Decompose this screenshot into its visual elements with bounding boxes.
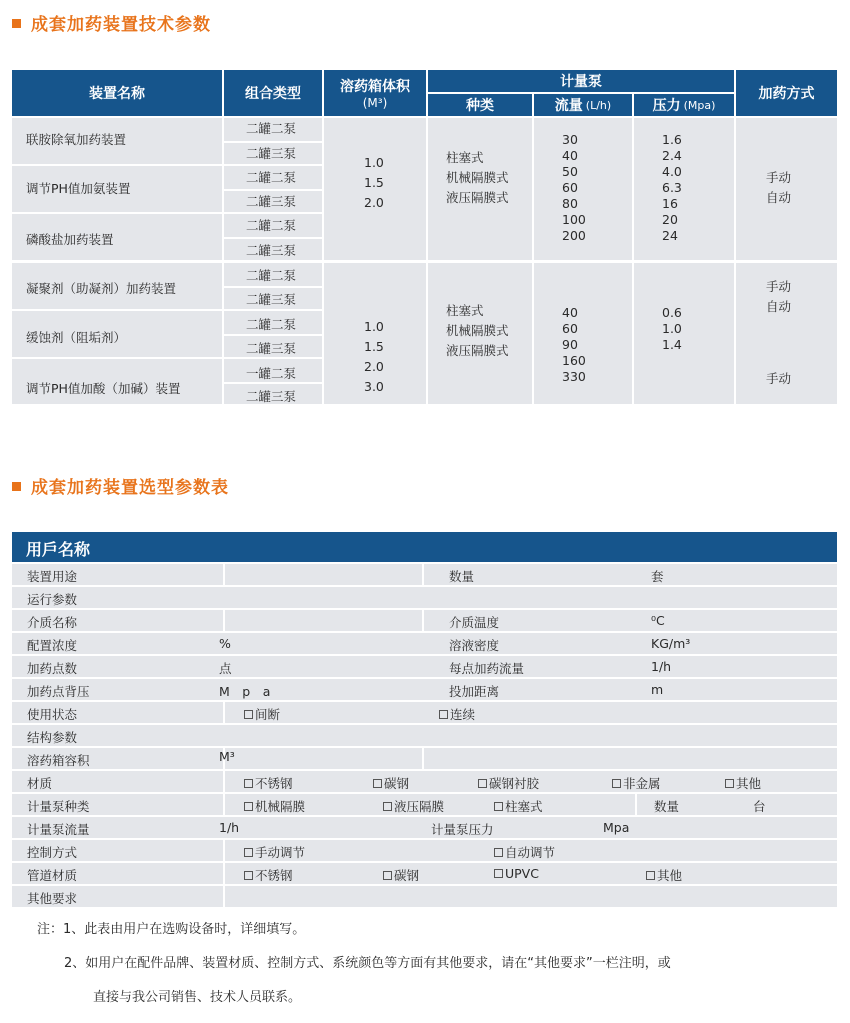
device-name: 调节PH值加氨装置 <box>26 181 131 196</box>
label-medium-name: 介质名称 <box>27 615 78 630</box>
device-cell <box>12 118 222 164</box>
unit-mpa: M p a <box>219 684 271 699</box>
note-3: 直接与我公司销售、技术人员联系。 <box>93 990 302 1005</box>
square-bullet-icon <box>12 19 21 28</box>
label-pipe-material: 管道材质 <box>27 868 78 883</box>
combo-text: 二罐三泵 <box>246 292 297 307</box>
label-flow-per-point: 每点加药流量 <box>449 661 525 676</box>
checkbox-material[interactable]: 碳钢衬胶 <box>478 774 539 792</box>
combo-text: 二罐三泵 <box>246 243 297 258</box>
combo-text: 二罐二泵 <box>246 268 297 283</box>
label-pump-flow: 计量泵流量 <box>27 822 90 837</box>
flow-cell <box>534 118 632 260</box>
method-cell <box>736 118 837 260</box>
unit-pump-mpa: Mpa <box>603 820 630 835</box>
checkbox-pump-type[interactable]: 机械隔膜 <box>244 797 305 815</box>
kind-list: 柱塞式 机械隔膜式 液压隔膜式 <box>446 303 509 358</box>
flow-cell <box>534 263 632 404</box>
unit-point: 点 <box>219 661 232 676</box>
header-pressure: 压力 (Mpa) <box>634 94 734 116</box>
header-metering-pump: 计量泵 <box>428 70 734 92</box>
checkbox-icon[interactable] <box>244 802 253 811</box>
kind-cell <box>428 263 532 404</box>
checkbox-material[interactable]: 其他 <box>725 774 761 792</box>
device-cell <box>12 214 222 260</box>
device-name: 缓蚀剂（阻垢剂） <box>26 330 127 345</box>
checkbox-icon[interactable] <box>244 871 253 880</box>
volume-list: 1.0 1.5 2.0 3.0 <box>364 319 384 394</box>
device-cell <box>12 311 222 357</box>
unit-m3: M³ <box>219 749 235 764</box>
volume-list: 1.0 1.5 2.0 <box>364 155 384 210</box>
checkbox-icon[interactable] <box>373 779 382 788</box>
unit-temp: ⁰C <box>651 613 665 628</box>
label-pump-type: 计量泵种类 <box>27 799 90 814</box>
label-back-pressure: 加药点背压 <box>27 684 90 699</box>
combo-text: 二罐二泵 <box>246 170 297 185</box>
combo-cell <box>224 263 322 286</box>
combo-cell <box>224 384 322 404</box>
flow-list: 30 40 50 60 80 100 200 <box>562 132 586 243</box>
label-pump-quantity: 数量 <box>654 799 680 814</box>
label-concentration: 配置浓度 <box>27 638 78 653</box>
unit-flow: 1/h <box>651 659 672 674</box>
pressure-cell <box>634 118 734 260</box>
combo-cell <box>224 143 322 164</box>
method-cell <box>736 263 837 404</box>
checkbox-pump-type[interactable]: 液压隔膜 <box>383 797 444 815</box>
label-quantity: 数量 <box>449 569 475 584</box>
pressure-list: 1.6 2.4 4.0 6.3 16 20 24 <box>662 132 682 243</box>
label-density: 溶液密度 <box>449 638 500 653</box>
flow-list: 40 60 90 160 330 <box>562 305 586 384</box>
section-title-selection: 成套加药装置选型参数表 <box>12 473 229 498</box>
combo-cell <box>224 336 322 357</box>
checkbox-control[interactable]: 自动调节 <box>494 843 555 861</box>
checkbox-icon[interactable] <box>494 869 503 878</box>
combo-text: 二罐三泵 <box>246 146 297 161</box>
label-distance: 投加距离 <box>449 684 500 699</box>
unit-m: m <box>651 682 664 697</box>
label-structure: 结构参数 <box>27 730 78 745</box>
checkbox-material[interactable]: 碳钢 <box>373 774 409 792</box>
combo-cell <box>224 288 322 309</box>
checkbox-icon[interactable] <box>478 779 487 788</box>
form-header <box>12 532 837 562</box>
form-header-title: 用戶名称 <box>26 540 91 559</box>
method-list: 手动 自动 <box>766 279 792 314</box>
combo-cell <box>224 239 322 260</box>
kind-cell <box>428 118 532 260</box>
square-bullet-icon <box>12 482 21 491</box>
combo-text: 二罐二泵 <box>246 121 297 136</box>
device-cell <box>12 359 222 404</box>
device-cell <box>12 166 222 212</box>
checkbox-icon[interactable] <box>244 710 253 719</box>
checkbox-intermittent[interactable]: 间断 <box>244 705 280 723</box>
checkbox-control[interactable]: 手动调节 <box>244 843 305 861</box>
label-medium-temp: 介质温度 <box>449 615 500 630</box>
checkbox-pump-type[interactable]: 柱塞式 <box>494 797 543 815</box>
combo-cell <box>224 191 322 212</box>
combo-text: 二罐三泵 <box>246 341 297 356</box>
checkbox-icon[interactable] <box>383 802 392 811</box>
combo-cell <box>224 166 322 189</box>
unit-percent: % <box>219 636 231 651</box>
header-flow: 流量 (L/h) <box>534 94 632 116</box>
section-title-tech: 成套加药装置技术参数 <box>12 10 211 35</box>
method-text: 手动 <box>766 371 792 386</box>
checkbox-pipe[interactable]: 碳钢 <box>383 866 419 884</box>
label-pump-pressure: 计量泵压力 <box>431 822 494 837</box>
checkbox-continuous[interactable]: 连续 <box>439 705 475 723</box>
checkbox-icon[interactable] <box>439 710 448 719</box>
checkbox-icon[interactable] <box>612 779 621 788</box>
device-name: 调节PH值加酸（加碱）装置 <box>26 381 181 396</box>
pressure-list: 0.6 1.0 1.4 <box>662 305 682 352</box>
note-1: 注：1、此表由用户在选购设备时，详细填写。 <box>37 922 306 937</box>
checkbox-material[interactable]: 不锈钢 <box>244 774 293 792</box>
checkbox-icon[interactable] <box>646 871 655 880</box>
combo-cell <box>224 359 322 382</box>
label-tank-volume: 溶药箱容积 <box>27 753 90 768</box>
checkbox-icon[interactable] <box>494 848 503 857</box>
checkbox-material[interactable]: 非金属 <box>612 774 661 792</box>
header-pump-kind: 种类 <box>428 94 532 116</box>
note-2: 2、如用户在配件品牌、装置材质、控制方式、系统颜色等方面有其他要求，请在“其他要求”一栏注明，或 <box>64 956 671 971</box>
combo-cell <box>224 311 322 334</box>
checkbox-icon[interactable] <box>383 871 392 880</box>
label-device-use: 装置用途 <box>27 569 78 584</box>
unit-pump-flow: 1/h <box>219 820 240 835</box>
volume-cell <box>324 118 426 260</box>
combo-text: 一罐二泵 <box>246 366 297 381</box>
unit-density: KG/m³ <box>651 636 691 651</box>
label-control: 控制方式 <box>27 845 78 860</box>
label-run-params: 运行参数 <box>27 592 78 607</box>
checkbox-icon[interactable] <box>244 848 253 857</box>
combo-text: 二罐二泵 <box>246 317 297 332</box>
unit-pump: 台 <box>753 799 766 814</box>
label-other-requirements: 其他要求 <box>27 891 78 906</box>
device-cell <box>12 263 222 309</box>
label-material: 材质 <box>27 776 53 791</box>
checkbox-icon[interactable] <box>494 802 503 811</box>
checkbox-pipe[interactable]: 其他 <box>646 866 682 884</box>
device-name: 凝聚剂（助凝剂）加药装置 <box>26 281 177 296</box>
volume-cell <box>324 263 426 404</box>
checkbox-pipe[interactable]: 不锈钢 <box>244 866 293 884</box>
header-tank-volume: 溶药箱体积 (M³) <box>324 70 426 116</box>
method-list: 手动 自动 <box>766 170 792 205</box>
combo-cell <box>224 214 322 237</box>
unit-set: 套 <box>651 569 664 584</box>
device-name: 磷酸盐加药装置 <box>26 232 114 247</box>
combo-cell <box>224 118 322 141</box>
kind-list: 柱塞式 机械隔膜式 液压隔膜式 <box>446 150 509 205</box>
header-dosing-method: 加药方式 <box>736 70 837 116</box>
combo-text: 二罐三泵 <box>246 389 297 404</box>
combo-text: 二罐三泵 <box>246 194 297 209</box>
pressure-cell <box>634 263 734 404</box>
checkbox-pipe[interactable]: UPVC <box>494 866 539 881</box>
device-name: 联胺除氧加药装置 <box>26 132 127 147</box>
label-usage: 使用状态 <box>27 707 78 722</box>
header-combo-type: 组合类型 <box>224 70 322 116</box>
checkbox-icon[interactable] <box>725 779 734 788</box>
combo-text: 二罐二泵 <box>246 218 297 233</box>
header-device-name: 装置名称 <box>12 70 222 116</box>
label-dosing-points: 加药点数 <box>27 661 78 676</box>
checkbox-icon[interactable] <box>244 779 253 788</box>
